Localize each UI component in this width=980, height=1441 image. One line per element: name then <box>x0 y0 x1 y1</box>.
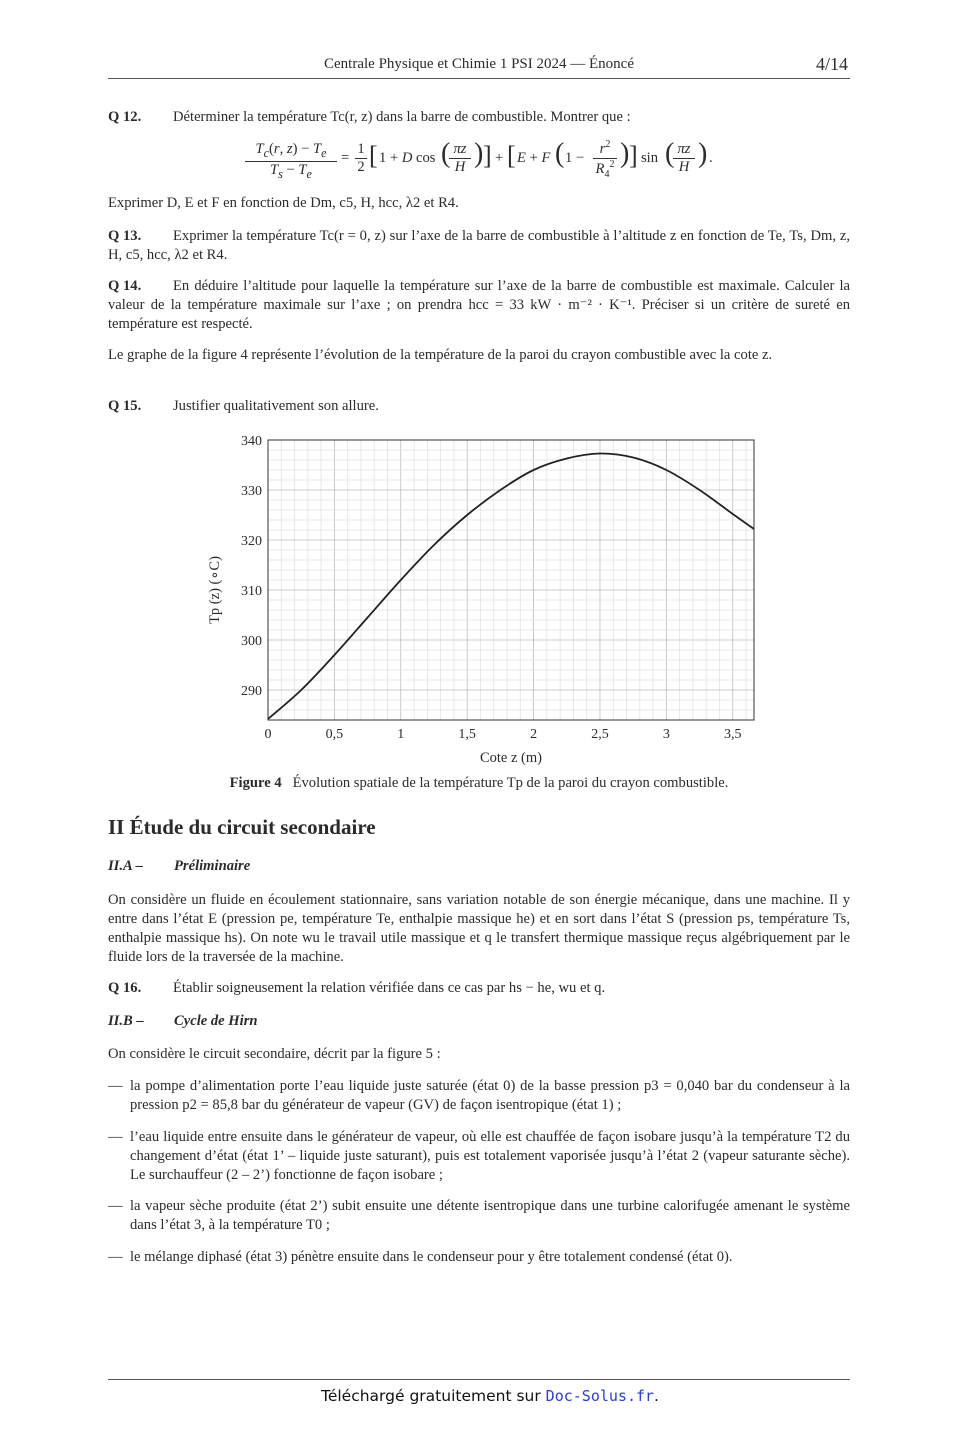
y-tick-label: 300 <box>241 634 262 649</box>
q12 <box>108 108 850 127</box>
q12-text: Déterminer la température Tc(r, z) dans la barre de combustible. Montrer que : <box>173 109 631 125</box>
q16-text: Établir soigneusement la relation vérifiée dans ce cas par hs − he, wu et q. <box>173 980 606 996</box>
q12-label: Q 12. <box>108 109 142 125</box>
x-tick-label: 0,5 <box>325 727 344 742</box>
page-footer <box>0 1387 980 1405</box>
footer-text: Téléchargé gratuitement sur <box>321 1387 541 1405</box>
q16-label: Q 16. <box>108 980 142 996</box>
y-tick-label: 310 <box>241 584 262 599</box>
q14 <box>108 277 850 334</box>
x-tick-label: 0 <box>264 727 272 742</box>
footer-end: . <box>654 1387 659 1405</box>
subsection-a-num: II.A – <box>108 858 143 874</box>
q13-label: Q 13. <box>108 228 142 244</box>
q14-label: Q 14. <box>108 278 142 294</box>
para-figure: Le graphe de la figure 4 représente l’évolution de la température de la paroi du crayon combustible avec la cote z. <box>108 347 773 363</box>
chart-svg <box>200 430 770 770</box>
subsection-a <box>108 858 250 875</box>
x-tick-label: 3,5 <box>724 727 742 742</box>
q15 <box>108 397 850 416</box>
figure-label: Figure 4 <box>229 775 282 791</box>
y-tick-label: 340 <box>241 434 262 449</box>
q13-text: Exprimer la température Tc(r = 0, z) sur l’axe de la barre de combustible à l’altitude z en fonction de Te, Ts, Dm, z, H, c5, hcc, λ2 et R4. <box>108 228 850 263</box>
x-tick-label: 2,5 <box>591 727 609 742</box>
q14-text: En déduire l’altitude pour laquelle la température sur l’axe de la barre de combustible est maximale. Calculer la valeur de la température maximale sur l’axe ; on prendra hcc = 33 kW · m⁻² · K⁻¹. Préciser si un critère de sureté en température est respecté. <box>108 278 850 332</box>
list-item-text: la pompe d’alimentation porte l’eau liquide juste saturée (état 0) de la basse pression p3 = 0,040 bar du condenseur à la pression p2 = 85,8 bar du générateur de vapeur (GV) de façon isentropique (état 1) ; <box>130 1078 850 1113</box>
x-tick-label: 1 <box>397 727 405 742</box>
list-item: — le mélange diphasé (état 3) pénètre ensuite dans le condenseur pour y être totalement condensé (état 0). <box>108 1248 850 1267</box>
footer-link[interactable]: Doc-Solus.fr <box>545 1387 655 1405</box>
equation-temperature: $T_c(r$, $z) - T_e$ $T_s - T_e$ = 1 2 [ 1 + D cos ( πz H ) ] + [ E + F ( 1 − $r^2$ $R_4^2$ ) ] sin ( πz H ) . <box>245 137 725 183</box>
para-a: On considère un fluide en écoulement stationnaire, sans variation notable de son énergie mécanique, dans une machine. Il y entre dans l’état E (pression pe, température Te, enthalpie massique he) et en sort dans l’état S (pression ps, température Ts, enthalpie massique hs). On note wu le travail utile massique et q le transfert thermique massique reçus algébriquement par le fluide lors de la traversée de la machine. <box>108 892 850 965</box>
q13 <box>108 227 850 265</box>
section-title: II Étude du circuit secondaire <box>108 815 376 839</box>
figure-caption-text: Évolution spatiale de la température Tp de la paroi du crayon combustible. <box>292 775 729 791</box>
page-number: 4/14 <box>815 54 848 74</box>
y-tick-label: 290 <box>241 684 262 699</box>
q15-label: Q 15. <box>108 398 142 414</box>
x-tick-label: 2 <box>530 727 538 742</box>
subsection-b-title: Cycle de Hirn <box>174 1013 258 1029</box>
x-tick-label: 1,5 <box>458 727 476 742</box>
y-tick-label: 320 <box>241 534 262 549</box>
series-line <box>268 453 754 719</box>
eq-lhs: $T_c(r$, $z) - T_e$ $T_s - T_e$ <box>245 141 337 182</box>
para-b: On considère le circuit secondaire, décrit par la figure 5 : <box>108 1046 441 1062</box>
y-axis-label: Tp (z) (∘C) <box>207 556 223 624</box>
subsection-a-title: Préliminaire <box>174 858 251 874</box>
list-item-text: l’eau liquide entre ensuite dans le générateur de vapeur, où elle est chauffée de façon isobare jusqu’à la température T2 du changement d’état (état 1’ – liquide juste saturant), puis est totalement vaporisée jusqu’à l’état 2 (vapeur saturante sèche). Le surchauffeur (2 – 2’) fonctionne de façon isobare ; <box>130 1129 850 1183</box>
list-item: — l’eau liquide entre ensuite dans le générateur de vapeur, où elle est chauffée de façon isobare jusqu’à la température T2 du changement d’état (état 1’ – liquide juste saturant), puis est totalement vaporisée jusqu’à l’état 2 (vapeur saturante sèche). Le surchauffeur (2 – 2’) fonctionne de façon isobare ; <box>108 1129 850 1183</box>
list-item-text: le mélange diphasé (état 3) pénètre ensuite dans le condenseur pour y être totalement condensé (état 0). <box>130 1249 733 1265</box>
footer-divider <box>108 1379 850 1380</box>
q12-express: Exprimer D, E et F en fonction de Dm, c5, H, hcc, λ2 et R4. <box>108 195 459 211</box>
header-title: Centrale Physique et Chimie 1 PSI 2024 — Énoncé <box>324 56 634 72</box>
subsection-b-num: II.B – <box>108 1013 144 1029</box>
q16 <box>108 979 850 998</box>
list-item-text: la vapeur sèche produite (état 2’) subit ensuite une détente isentropique dans une turbine calorifugée amenant le système dans l’état 3, à la température T0 ; <box>130 1198 850 1233</box>
x-tick-label: 3 <box>662 727 670 742</box>
list-item: — la pompe d’alimentation porte l’eau liquide juste saturée (état 0) de la basse pression p3 = 0,040 bar du condenseur à la pression p2 = 85,8 bar du générateur de vapeur (GV) de façon isentropique (état 1) ; <box>108 1078 850 1113</box>
figure-4-chart <box>200 430 770 770</box>
figure-caption <box>108 775 850 792</box>
page-header <box>108 54 850 79</box>
x-axis-label: Cote z (m) <box>479 750 543 766</box>
y-tick-label: 330 <box>241 484 262 499</box>
list-item: — la vapeur sèche produite (état 2’) subit ensuite une détente isentropique dans une turbine calorifugée amenant le système dans l’état 3, à la température T0 ; <box>108 1198 850 1233</box>
q15-text: Justifier qualitativement son allure. <box>173 398 379 414</box>
subsection-b <box>108 1013 258 1030</box>
